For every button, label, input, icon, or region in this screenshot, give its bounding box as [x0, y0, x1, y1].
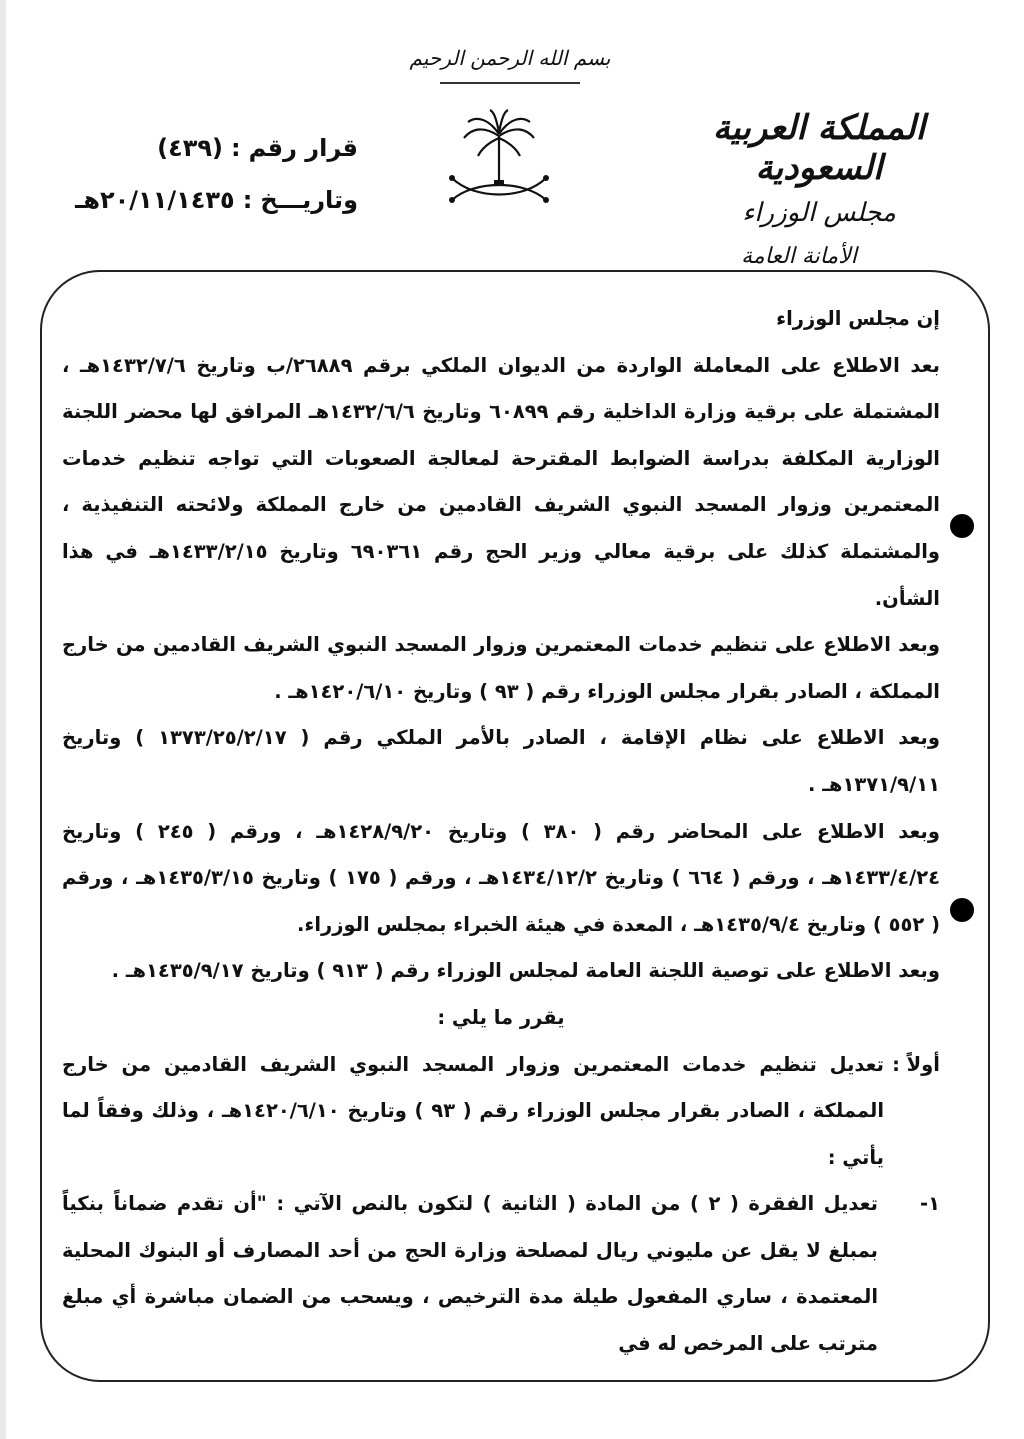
paragraph: وبعد الاطلاع على تنظيم خدمات المعتمرين وزوار المسجد النبوي الشريف القادمين من خارج المملكة ، الصادر بقرار مجلس الوزراء رقم ( ٩٣ ) وتاريخ ١٤٢٠/٦/١٠هـ .	[62, 633, 940, 703]
opening-line: إن مجلس الوزراء	[776, 307, 940, 330]
separator: :	[242, 186, 253, 214]
item-one-label: أولاً :	[892, 1052, 940, 1076]
paragraph: بعد الاطلاع على المعاملة الواردة من الديوان الملكي برقم ٢٦٨٨٩/ب وتاريخ ١٤٣٢/٧/٦هـ ، المشتملة على برقية وزارة الداخلية رقم ٦٠٨٩٩ وتاريخ ١٤٣٢/٦/٦هـ المرافق لها محضر اللجنة الوزارية المكلفة بدراسة الضوابط المقترحة لمعالجة الصعوبات التي تواجه تنظيم خدمات المعتمرين وزوار المسجد النبوي الشريف القادمين من خارج المملكة ولائحته التنفيذية ، والمشتملة كذلك على برقية معالي وزير الحج رقم ٦٩٠٣٦١ وتاريخ ١٤٣٣/٢/١٥هـ في هذا الشأن.	[62, 353, 940, 610]
clause-one-label: ١-	[920, 1192, 940, 1216]
decision-number-label: قرار رقم	[248, 134, 358, 162]
item-one-text: تعديل تنظيم خدمات المعتمرين وزوار المسجد النبوي الشريف القادمين من خارج المملكة ، الصادر بقرار مجلس الوزراء رقم ( ٩٣ ) وتاريخ ١٤٢٠/٦/١٠هـ ، وذلك وفقاً لما يأتي :	[62, 1052, 885, 1169]
kingdom-name: المملكة العربية السعودية	[712, 108, 926, 188]
decision-body	[62, 296, 940, 1368]
paragraph: وبعد الاطلاع على المحاضر رقم ( ٣٨٠ ) وتاريخ ١٤٢٨/٩/٢٠هـ ، ورقم ( ٢٤٥ ) وتاريخ ١٤٣٣/٤/٢٤هـ ، ورقم ( ٦٦٤ ) وتاريخ ١٤٣٤/١٢/٢هـ ، ورقم ( ١٧٥ ) وتاريخ ١٤٣٥/٣/١٥هـ ، ورقم ( ٥٥٢ ) وتاريخ ١٤٣٥/٩/٤هـ ، المعدة في هيئة الخبراء بمجلس الوزراء.	[62, 819, 940, 936]
decision-info	[58, 122, 358, 226]
punch-hole	[950, 514, 974, 538]
punch-hole	[950, 898, 974, 922]
decides-heading: يقرر ما يلي :	[437, 1005, 565, 1029]
basmala: بسم الله الرحمن الرحيم	[409, 46, 611, 70]
saudi-emblem-icon	[444, 108, 554, 218]
item-one	[62, 1042, 940, 1182]
decision-date-label: وتاريـــخ	[260, 186, 358, 214]
decision-number: (٤٣٩)	[157, 134, 223, 162]
clause-one-text: تعديل الفقرة ( ٢ ) من المادة ( الثانية ) لتكون بالنص الآتي : "أن تقدم ضماناً بنكياً بمبلغ لا يقل عن مليوني ريال لمصلحة وزارة الحج من أحد المصارف أو البنوك المحلية المعتمدة ، ساري المفعول طيلة مدة الترخيص ، ويسحب من الضمان مباشرة أي مبلغ مترتب على المرخص له في	[62, 1192, 878, 1356]
separator: :	[230, 134, 241, 162]
paragraph: وبعد الاطلاع على نظام الإقامة ، الصادر بالأمر الملكي رقم ( ١٣٧٣/٢٥/٢/١٧ ) وتاريخ ١٣٧١/٩/١١هـ .	[62, 726, 940, 796]
decision-date: ٢٠/١١/١٤٣٥هـ	[75, 186, 235, 214]
paragraph: وبعد الاطلاع على توصية اللجنة العامة لمجلس الوزراء رقم ( ٩١٣ ) وتاريخ ١٤٣٥/٩/١٧هـ .	[111, 959, 940, 983]
basmala-underline	[440, 82, 580, 84]
letterhead-right	[654, 108, 984, 274]
council-name: مجلس الوزراء	[742, 198, 896, 228]
clause-one	[62, 1181, 940, 1367]
secretariat-name: الأمانة العامة	[741, 244, 857, 269]
page-edge	[0, 0, 6, 1439]
